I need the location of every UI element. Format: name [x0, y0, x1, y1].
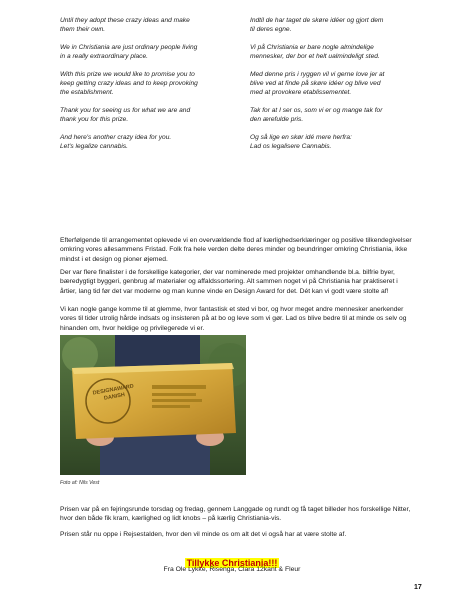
- award-photo-illustration: [60, 335, 246, 475]
- poem-en-stanza: With this prize we would like to promise you to keep getting crazy ideas and to keep provoking the establishment.: [60, 71, 198, 96]
- poem-en-stanza: Thank you for seeing us for what we are and thank you for this prize.: [60, 107, 191, 123]
- paragraph-remember: Vi kan nogle gange komme til at glemme, hvor fantastisk et sted vi bor, og hvor meget andre mennesker anerkender vores til tider utrolig hårde indsats og insisteren på at bo og leve som vi gør. Lad os blive bedre til at minde os selv og hinanden om, hvor heldige og privilegerede vi er.: [60, 306, 407, 332]
- congrats-highlight: Tillykke Christiania!!!: [186, 558, 278, 568]
- poem-da-stanza: Og så lige en skør idé mere herfra: Lad os legalisere Cannabis.: [250, 134, 352, 150]
- poem-danish-column: [250, 16, 430, 160]
- photo-caption: Foto af: Nils Vest: [60, 480, 100, 486]
- page-number: 17: [414, 584, 422, 591]
- award-photo: [60, 335, 246, 475]
- credits-line: Fra Ole Lykke, Risenga, Clara 12kant & Fleur: [163, 566, 301, 573]
- poem-english-column: [60, 16, 240, 160]
- paragraph-celebration: Prisen var på en fejringsrunde torsdag og fredag, gennem Langgade og rundt og få taget billeder hos forskellige Nitter, hvor den både fik kram, kærlighed og lidt knobs – på kærlig Christiania-vis.: [60, 506, 411, 523]
- paragraph-reactions: Efterfølgende til arrangementet oplevede vi en overvældende flod af kærlighedserklæringer og positive tilkendegivelser omkring vores allesammens Fristad. Folk fra hele verden delte deres minder og beundringer omkring Christiania, ikke mindst i et design og pioner øjemed.: [60, 237, 412, 263]
- poem-da-stanza: Tak for at I ser os, som vi er og mange tak for den ærefulde pris.: [250, 107, 383, 123]
- paragraph-stable: Prisen står nu oppe i Rejsestalden, hvor den vil minde os om alt det vi også har at være stolte af.: [60, 531, 347, 538]
- poem-da-stanza: Vi på Christiania er bare nogle almindelige mennesker, der bor et helt ualmindeligt sted.: [250, 44, 380, 60]
- poem-en-stanza: Until they adopt these crazy ideas and make them their own.: [60, 17, 190, 33]
- poem-en-stanza: We in Christiania are just ordinary people living in a really extraordinary place.: [60, 44, 198, 60]
- poem-da-stanza: Med denne pris i ryggen vil vi gerne love jer at blive ved at finde på skøre idéer og blive ved med at provokere etablissementet.: [250, 71, 385, 96]
- award-text: DESIGNAWARD DANISH: [92, 383, 135, 402]
- poem-da-stanza: Indtil de har taget de skøre idéer og gjort dem til deres egne.: [250, 17, 384, 33]
- poem-en-stanza: And here's another crazy idea for you. Let's legalize cannabis.: [60, 134, 172, 150]
- paragraph-finalists: Der var flere finalister i de forskellige kategorier, der var nominerede med projekter omhandlende bl.a. bilfrie byer, bæredygtigt byggeri, genbrug af materialer og affaldssortering. Alt sammen noget vi på Christiania har praktiseret i årtier, lang tid før det var moderne og man kunne vinde en Design Award for det. Dét kan vi godt være stolte af!: [60, 269, 398, 295]
